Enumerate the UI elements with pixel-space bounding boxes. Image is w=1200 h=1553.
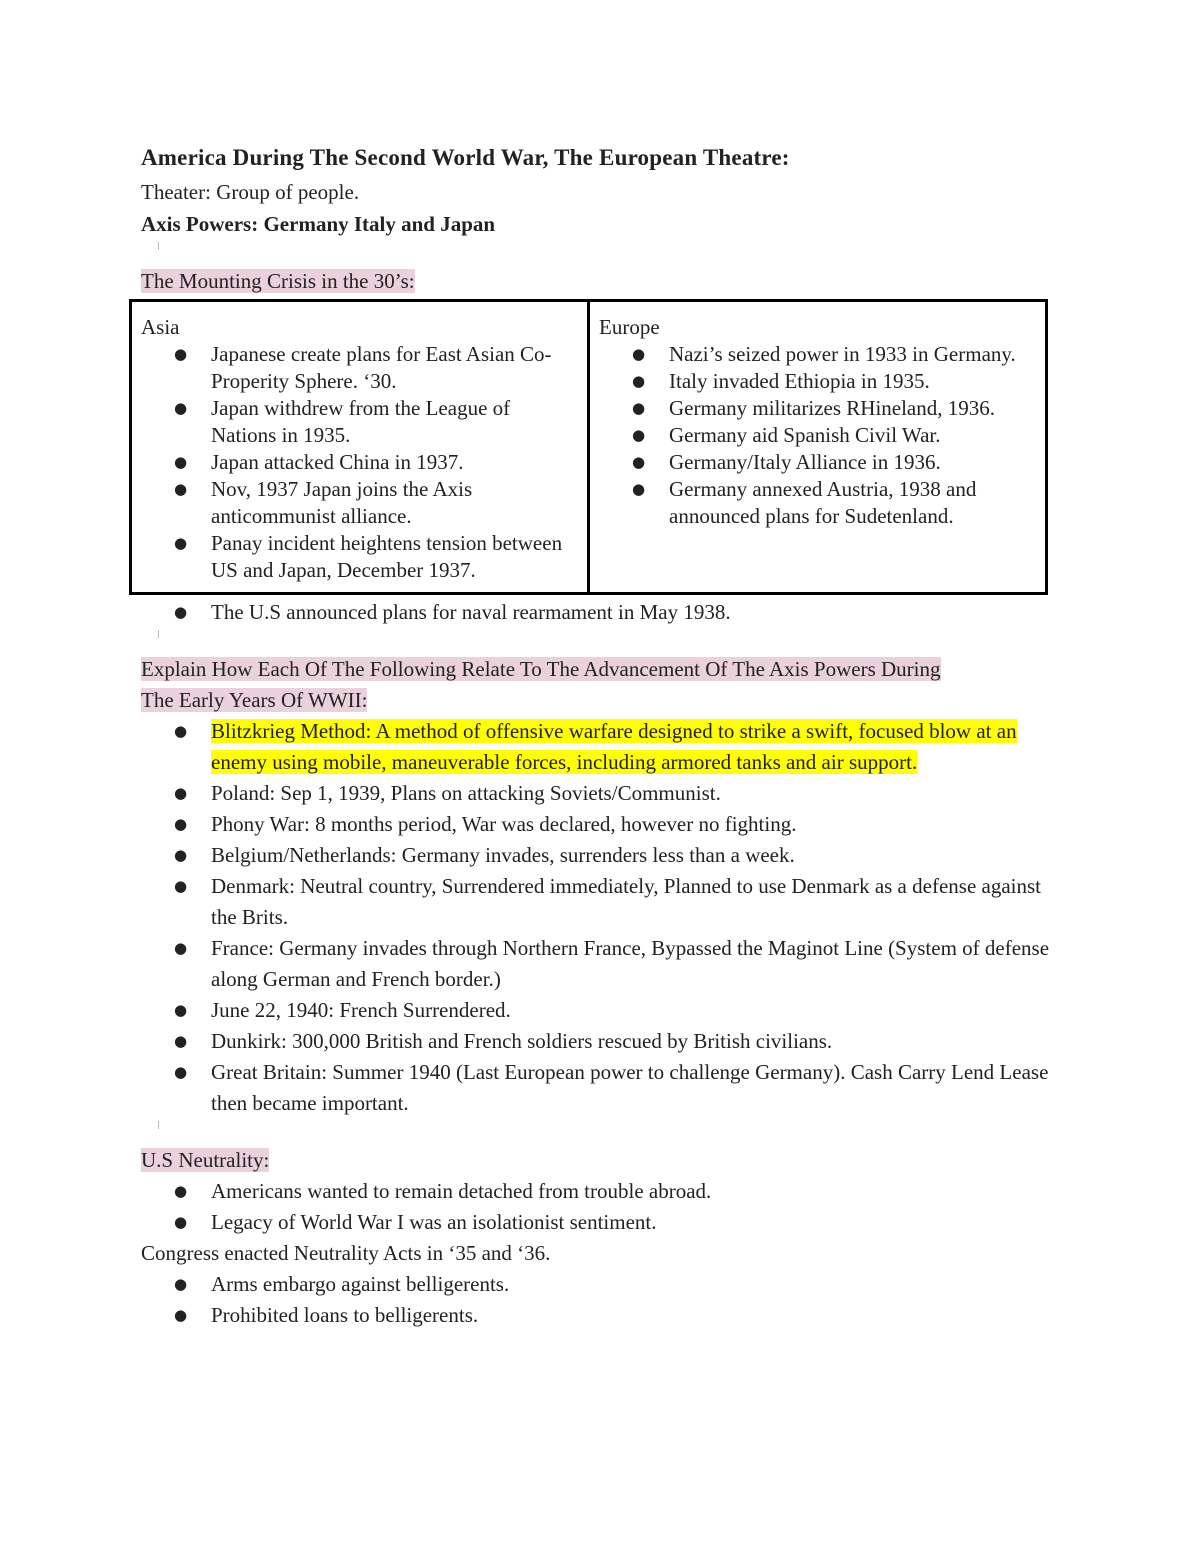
document-page	[141, 140, 1051, 1331]
axis-item: ● Great Britain: Summer 1940 (Last European power to challenge Germany). Cash Carry Lend Lease then became important.	[141, 1057, 1051, 1119]
empty-paragraph-marker	[141, 240, 1051, 266]
congress-item: ● Arms embargo against belligerents.	[141, 1269, 1051, 1300]
asia-cell	[131, 301, 589, 594]
rearmament-item: ● The U.S announced plans for naval rearmament in May 1938.	[141, 597, 1051, 628]
europe-item: ● Italy invaded Ethiopia in 1935.	[599, 368, 1035, 395]
crisis-heading: The Mounting Crisis in the 30’s:	[141, 269, 415, 293]
axis-item: ● June 22, 1940: French Surrendered.	[141, 995, 1051, 1026]
europe-cell	[589, 301, 1047, 594]
explain-heading-line-2: The Early Years Of WWII:	[141, 688, 368, 712]
europe-item: ● Germany aid Spanish Civil War.	[599, 422, 1035, 449]
neutrality-item: ● Americans wanted to remain detached from trouble abroad.	[141, 1176, 1051, 1207]
axis-item: ● Phony War: 8 months period, War was declared, however no fighting.	[141, 809, 1051, 840]
axis-item-blitzkrieg: ● Blitzkrieg Method: A method of offensive warfare designed to strike a swift, focused blow at an enemy using mobile, maneuverable forces, including armored tanks and air support.	[141, 716, 1051, 778]
asia-item: ● Nov, 1937 Japan joins the Axis anticommunist alliance.	[141, 476, 577, 530]
asia-item: ● Japanese create plans for East Asian Co-Properity Sphere. ‘30.	[141, 341, 577, 395]
axis-item: ● Poland: Sep 1, 1939, Plans on attacking Soviets/Communist.	[141, 778, 1051, 809]
empty-paragraph-marker	[141, 628, 1051, 654]
axis-item: ● Dunkirk: 300,000 British and French soldiers rescued by British civilians.	[141, 1026, 1051, 1057]
explain-heading-line-1: Explain How Each Of The Following Relate To The Advancement Of The Axis Powers During	[141, 657, 941, 681]
europe-header: Europe	[599, 315, 660, 339]
axis-item: ● Denmark: Neutral country, Surrendered immediately, Planned to use Denmark as a defense against the Brits.	[141, 871, 1051, 933]
europe-item: ● Germany/Italy Alliance in 1936.	[599, 449, 1035, 476]
asia-header: Asia	[141, 315, 180, 339]
empty-paragraph-marker	[141, 1119, 1051, 1145]
europe-item: ● Germany annexed Austria, 1938 and announced plans for Sudetenland.	[599, 476, 1035, 530]
axis-item: ● France: Germany invades through Northern France, Bypassed the Maginot Line (System of defense along German and French border.)	[141, 933, 1051, 995]
page-title: America During The Second World War, The European Theatre:	[141, 145, 790, 170]
neutrality-item: ● Legacy of World War I was an isolationist sentiment.	[141, 1207, 1051, 1238]
europe-item: ● Germany militarizes RHineland, 1936.	[599, 395, 1035, 422]
crisis-table	[129, 299, 1048, 595]
congress-line: Congress enacted Neutrality Acts in ‘35 and ‘36.	[141, 1241, 551, 1265]
neutrality-heading: U.S Neutrality:	[141, 1148, 270, 1172]
asia-item: ● Panay incident heightens tension between US and Japan, December 1937.	[141, 530, 577, 584]
axis-powers-line: Axis Powers: Germany Italy and Japan	[141, 212, 496, 236]
theater-line: Theater: Group of people.	[141, 180, 360, 204]
europe-item: ● Nazi’s seized power in 1933 in Germany.	[599, 341, 1035, 368]
asia-item: ● Japan withdrew from the League of Nations in 1935.	[141, 395, 577, 449]
axis-item: ● Belgium/Netherlands: Germany invades, surrenders less than a week.	[141, 840, 1051, 871]
congress-item: ● Prohibited loans to belligerents.	[141, 1300, 1051, 1331]
asia-item: ● Japan attacked China in 1937.	[141, 449, 577, 476]
